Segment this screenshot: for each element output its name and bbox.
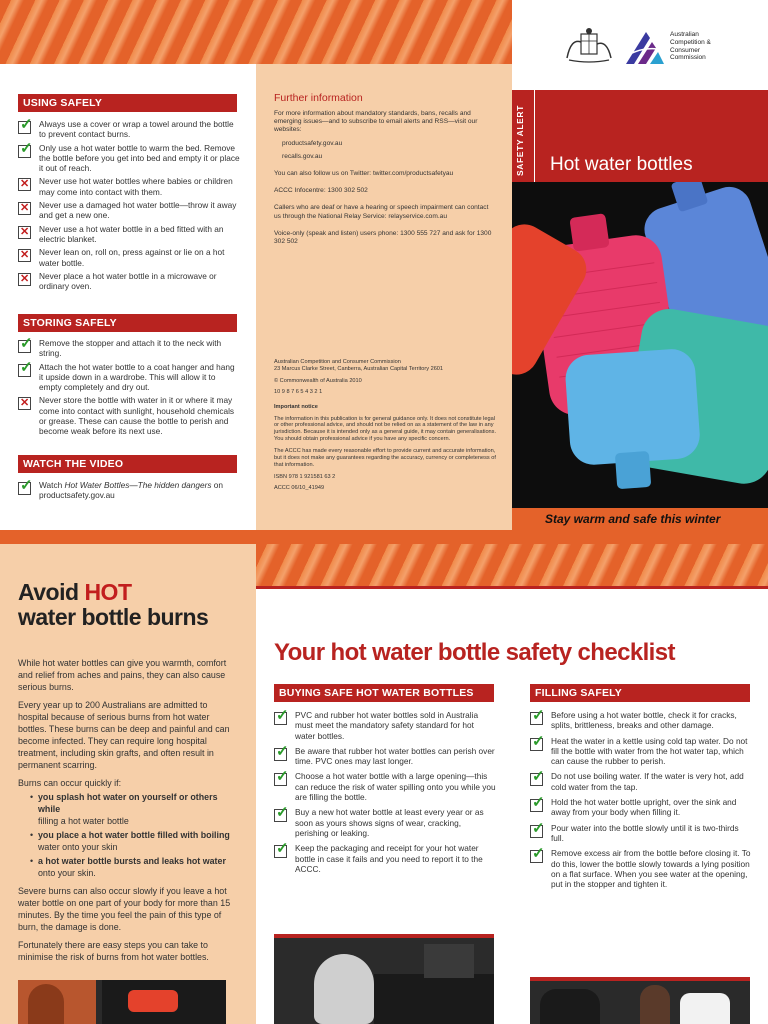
- avoid-bullet-bold: you place a hot water bottle filled with boiling: [38, 830, 230, 840]
- checklist-stripe: [256, 544, 768, 586]
- filling-photo: [530, 977, 750, 1024]
- voice-text: Voice-only (speak and listen) users phone: 1300 555 727 and ask for 1300 302 502: [274, 229, 492, 246]
- storing-safely-list: [18, 338, 240, 440]
- check-icon: [530, 712, 543, 725]
- cross-icon: [18, 226, 31, 239]
- watch-video-suffix: on productsafety.gov.au: [39, 480, 224, 501]
- list-item-text: Never use a damaged hot water bottle—throw it away and get a new one.: [39, 200, 237, 221]
- list-item: [18, 143, 240, 174]
- list-item: [18, 224, 240, 245]
- check-icon: [274, 748, 287, 761]
- bullet-dot-icon: •: [30, 830, 34, 840]
- list-item: [530, 797, 752, 818]
- accc-logo: [624, 28, 666, 66]
- cover-tagline: Stay warm and safe this winter: [545, 512, 721, 526]
- watch-video-text: [39, 480, 240, 501]
- using-safely-list: [18, 119, 240, 294]
- cross-icon: [18, 249, 31, 262]
- list-item-text: Buy a new hot water bottle at least every year or as soon as yours shows signs of wear, cracking, perishing or leaking.: [295, 807, 484, 838]
- cover-title: Hot water bottles: [550, 154, 693, 175]
- check-icon: [530, 825, 543, 838]
- imprint-notice1: The information in this publication is for general guidance only. It does not constitute legal or other professional advice, and should not be relied on as a statement of the law in any jurisdiction. Because it is intended only as a general guide, it may contain generalisations. You should obtain professional advice if you have any specific concern.: [274, 415, 497, 443]
- check-icon: [18, 340, 31, 353]
- cover-panel: [512, 90, 768, 530]
- list-item: [274, 710, 496, 741]
- list-item-text: Remove excess air from the bottle before closing it. To do this, lower the bottle slowly towards a lying position on a flat surface. When you see water at the opening, put in the stopper and tighten it.: [551, 848, 751, 890]
- list-item: [530, 710, 752, 731]
- check-icon: [18, 145, 31, 158]
- checklist-title: Your hot water bottle safety checklist: [274, 639, 675, 666]
- nrs-text: Callers who are deaf or have a hearing or speech impairment can contact us through the National Relay Service: relayservice.com.au: [274, 204, 489, 220]
- avoid-body: [18, 657, 240, 963]
- further-info-body: [274, 110, 496, 246]
- list-item-text: Remove the stopper and attach it to the neck with string.: [39, 338, 222, 359]
- bullet-dot-icon: •: [30, 792, 34, 802]
- check-icon: [274, 712, 287, 725]
- watch-video-prefix: Watch: [39, 480, 65, 490]
- coat-of-arms-logo: [563, 28, 615, 66]
- list-item: [274, 843, 496, 874]
- list-item-text: Never lean on, roll on, press against or lie on a hot water bottle.: [39, 247, 225, 268]
- check-icon: [274, 773, 287, 786]
- list-item: [274, 807, 496, 838]
- list-item-text: Pour water into the bottle slowly until it is two-thirds full.: [551, 822, 739, 843]
- list-item: [274, 771, 496, 802]
- agency-name-line4: Commission: [670, 54, 706, 62]
- check-icon: [274, 809, 287, 822]
- check-icon: [530, 799, 543, 812]
- avoid-bullets: [18, 791, 240, 879]
- buying-list: [274, 710, 496, 879]
- avoid-panel: [0, 544, 256, 1024]
- watch-video-item: [18, 480, 240, 501]
- list-item-text: PVC and rubber hot water bottles sold in Australia must meet the mandatory safety standard for hot water bottles.: [295, 710, 479, 741]
- further-info-title: Further information: [274, 92, 363, 104]
- kettle-photo: [274, 934, 494, 1024]
- check-icon: [18, 121, 31, 134]
- filling-list: [530, 710, 752, 894]
- check-icon: [18, 364, 31, 377]
- cover-tag: [512, 90, 535, 182]
- imprint-code: ACCC 06/10_41949: [274, 484, 325, 491]
- cross-icon: [18, 202, 31, 215]
- cover-tagline-bar: [512, 508, 768, 530]
- avoid-bullet-bold: you splash hot water on yourself or others while: [38, 792, 218, 814]
- list-item: [530, 848, 752, 889]
- imprint-notice2: The ACCC has made every reasonable effort to provide current and accurate information, but it does not make any guarantees regarding the accuracy, currency or completeness of that information.: [274, 448, 496, 468]
- list-item-text: Hold the hot water bottle upright, over the sink and away from your body when filling it.: [551, 797, 737, 818]
- top-stripe-left: [0, 0, 512, 64]
- check-icon: [18, 482, 31, 495]
- imprint-copyright: © Commonwealth of Australia 2010: [274, 377, 362, 384]
- list-item-text: Before using a hot water bottle, check it for cracks, splits, brittleness, breaks and other damage.: [551, 710, 737, 731]
- avoid-bullet: [18, 791, 240, 827]
- imprint-notice-title: Important notice: [274, 403, 318, 410]
- checklist-panel: [256, 589, 768, 1024]
- left-panel: [0, 64, 256, 530]
- avoid-bullet: [18, 855, 240, 879]
- check-icon: [530, 773, 543, 786]
- avoid-p2: Every year up to 200 Australians are admitted to hospital because of serious burns from hot water bottles. These burns can be deep and painful and can become infected. They can require long hospital treatment, including skin grafts, and often result in permanent scarring.: [18, 700, 230, 770]
- check-icon: [530, 850, 543, 863]
- list-item-text: Choose a hot water bottle with a large opening—this can reduce the risk of water spilling onto you while you are filling the bottle.: [295, 771, 496, 803]
- list-item-text: Never store the bottle with water in it or where it may come into contact with sunlight, household chemicals or grease. These can cause the bottle to perish and become weak before its next use.: [39, 395, 235, 437]
- list-item-text: Always use a cover or wrap a towel around the bottle to prevent contact burns.: [39, 119, 234, 140]
- list-item: [18, 247, 240, 268]
- avoid-bullet-rest: onto your skin.: [38, 868, 96, 878]
- safety-alert-label: SAFETY ALERT: [515, 105, 525, 176]
- cross-icon: [18, 273, 31, 286]
- list-item-text: Only use a hot water bottle to warm the bed. Remove the bottle before you get into bed and empty it or place it out of reach.: [39, 142, 240, 174]
- list-item: [18, 271, 240, 292]
- check-icon: [530, 738, 543, 751]
- list-item: [530, 823, 752, 844]
- avoid-bullet-rest: water onto your skin: [38, 842, 118, 852]
- list-item: [18, 119, 240, 140]
- imprint-printline: 10 9 8 7 6 5 4 3 2 1: [274, 388, 323, 395]
- avoid-title-line2: water bottle burns: [18, 604, 209, 630]
- bullet-dot-icon: •: [30, 856, 34, 866]
- avoid-title-hot: HOT: [84, 579, 132, 605]
- list-item-text: Keep the packaging and receipt for your hot water bottle in case it fails and you need to report it to the ACCC.: [295, 843, 483, 874]
- list-item-text: Do not use boiling water. If the water is very hot, add cold water from the tap.: [551, 771, 744, 792]
- list-item: [18, 176, 240, 197]
- avoid-p5: Fortunately there are easy steps you can take to minimise the risk of burns from hot water bottles.: [18, 940, 209, 962]
- using-safely-header: USING SAFELY: [18, 94, 237, 112]
- imprint-address: 23 Marcus Clarke Street, Canberra, Australian Capital Territory 2601: [274, 365, 444, 372]
- watch-video-header: WATCH THE VIDEO: [18, 455, 237, 473]
- imprint-org: Australian Competition and Consumer Commission: [274, 359, 401, 365]
- avoid-p3: Burns can occur quickly if:: [18, 778, 122, 788]
- watch-video-title: Hot Water Bottles—The hidden dangers: [64, 480, 212, 490]
- list-item: [274, 746, 496, 767]
- imprint-isbn: ISBN 978 1 921581 63 2: [274, 473, 336, 480]
- avoid-title-part1: Avoid: [18, 579, 85, 605]
- list-item-text: Attach the hot water bottle to a coat hanger and hang it upside down in a wardrobe. This will allow it to empty completely and dry out.: [39, 361, 235, 393]
- further-info-intro: For more information about mandatory standards, bans, recalls and emerging issues—and to subscribe to email alerts and RSS—visit our websites:: [274, 110, 478, 134]
- agency-name: [670, 31, 711, 62]
- agency-name-line1: Australian: [670, 31, 699, 38]
- cross-icon: [18, 397, 31, 410]
- list-item: [18, 338, 240, 359]
- list-item-text: Never use a hot water bottle in a bed fitted with an electric blanket.: [39, 223, 224, 244]
- list-item: [18, 395, 240, 436]
- fold-stripe-right: [512, 530, 768, 544]
- imprint: [274, 359, 496, 492]
- site-link-productsafety[interactable]: productsafety.gov.au: [282, 139, 343, 147]
- list-item-text: Never place a hot water bottle in a microwave or ordinary oven.: [39, 270, 217, 292]
- list-item-text: Be aware that rubber hot water bottles can perish over time. PVC ones may last longer.: [295, 745, 495, 767]
- infocentre-text: ACCC Infocentre: 1300 302 502: [274, 187, 368, 195]
- avoid-bullet: [18, 829, 240, 853]
- site-link-recalls[interactable]: recalls.gov.au: [282, 152, 323, 160]
- list-item: [18, 362, 240, 393]
- agency-name-line3: Consumer: [670, 46, 700, 54]
- list-item: [530, 771, 752, 792]
- avoid-p1: While hot water bottles can give you warmth, comfort and relief from aches and pains, they can also cause serious burns.: [18, 658, 227, 692]
- agency-name-line2: Competition &: [670, 38, 711, 46]
- avoid-p4: Severe burns can also occur slowly if you leave a hot water bottle on one part of your body for more than 15 minutes. By the time you feel the pain of this type of burn, the damage is done.: [18, 886, 231, 932]
- list-item: [530, 736, 752, 767]
- avoid-bullet-rest: filling a hot water bottle: [38, 816, 129, 826]
- avoid-photo: [18, 980, 226, 1024]
- list-item-text: Never use hot water bottles where babies or children may come into contact with them.: [39, 176, 233, 197]
- storing-safely-header: STORING SAFELY: [18, 314, 237, 332]
- middle-panel: [256, 64, 512, 530]
- buying-header: BUYING SAFE HOT WATER BOTTLES: [274, 684, 494, 702]
- twitter-text: You can also follow us on Twitter: twitter.com/productsafetyau: [274, 170, 454, 178]
- cover-photo-bottles: [512, 182, 768, 508]
- avoid-title: [18, 580, 208, 630]
- list-item: [18, 200, 240, 221]
- filling-header: FILLING SAFELY: [530, 684, 750, 702]
- cross-icon: [18, 178, 31, 191]
- fold-stripe-left: [0, 530, 512, 544]
- avoid-bullet-bold: a hot water bottle bursts and leaks hot water: [38, 856, 226, 866]
- check-icon: [274, 845, 287, 858]
- list-item-text: Heat the water in a kettle using cold tap water. Do not fill the bottle with water from the hot water tap, which can cause the rubber to perish.: [551, 735, 748, 767]
